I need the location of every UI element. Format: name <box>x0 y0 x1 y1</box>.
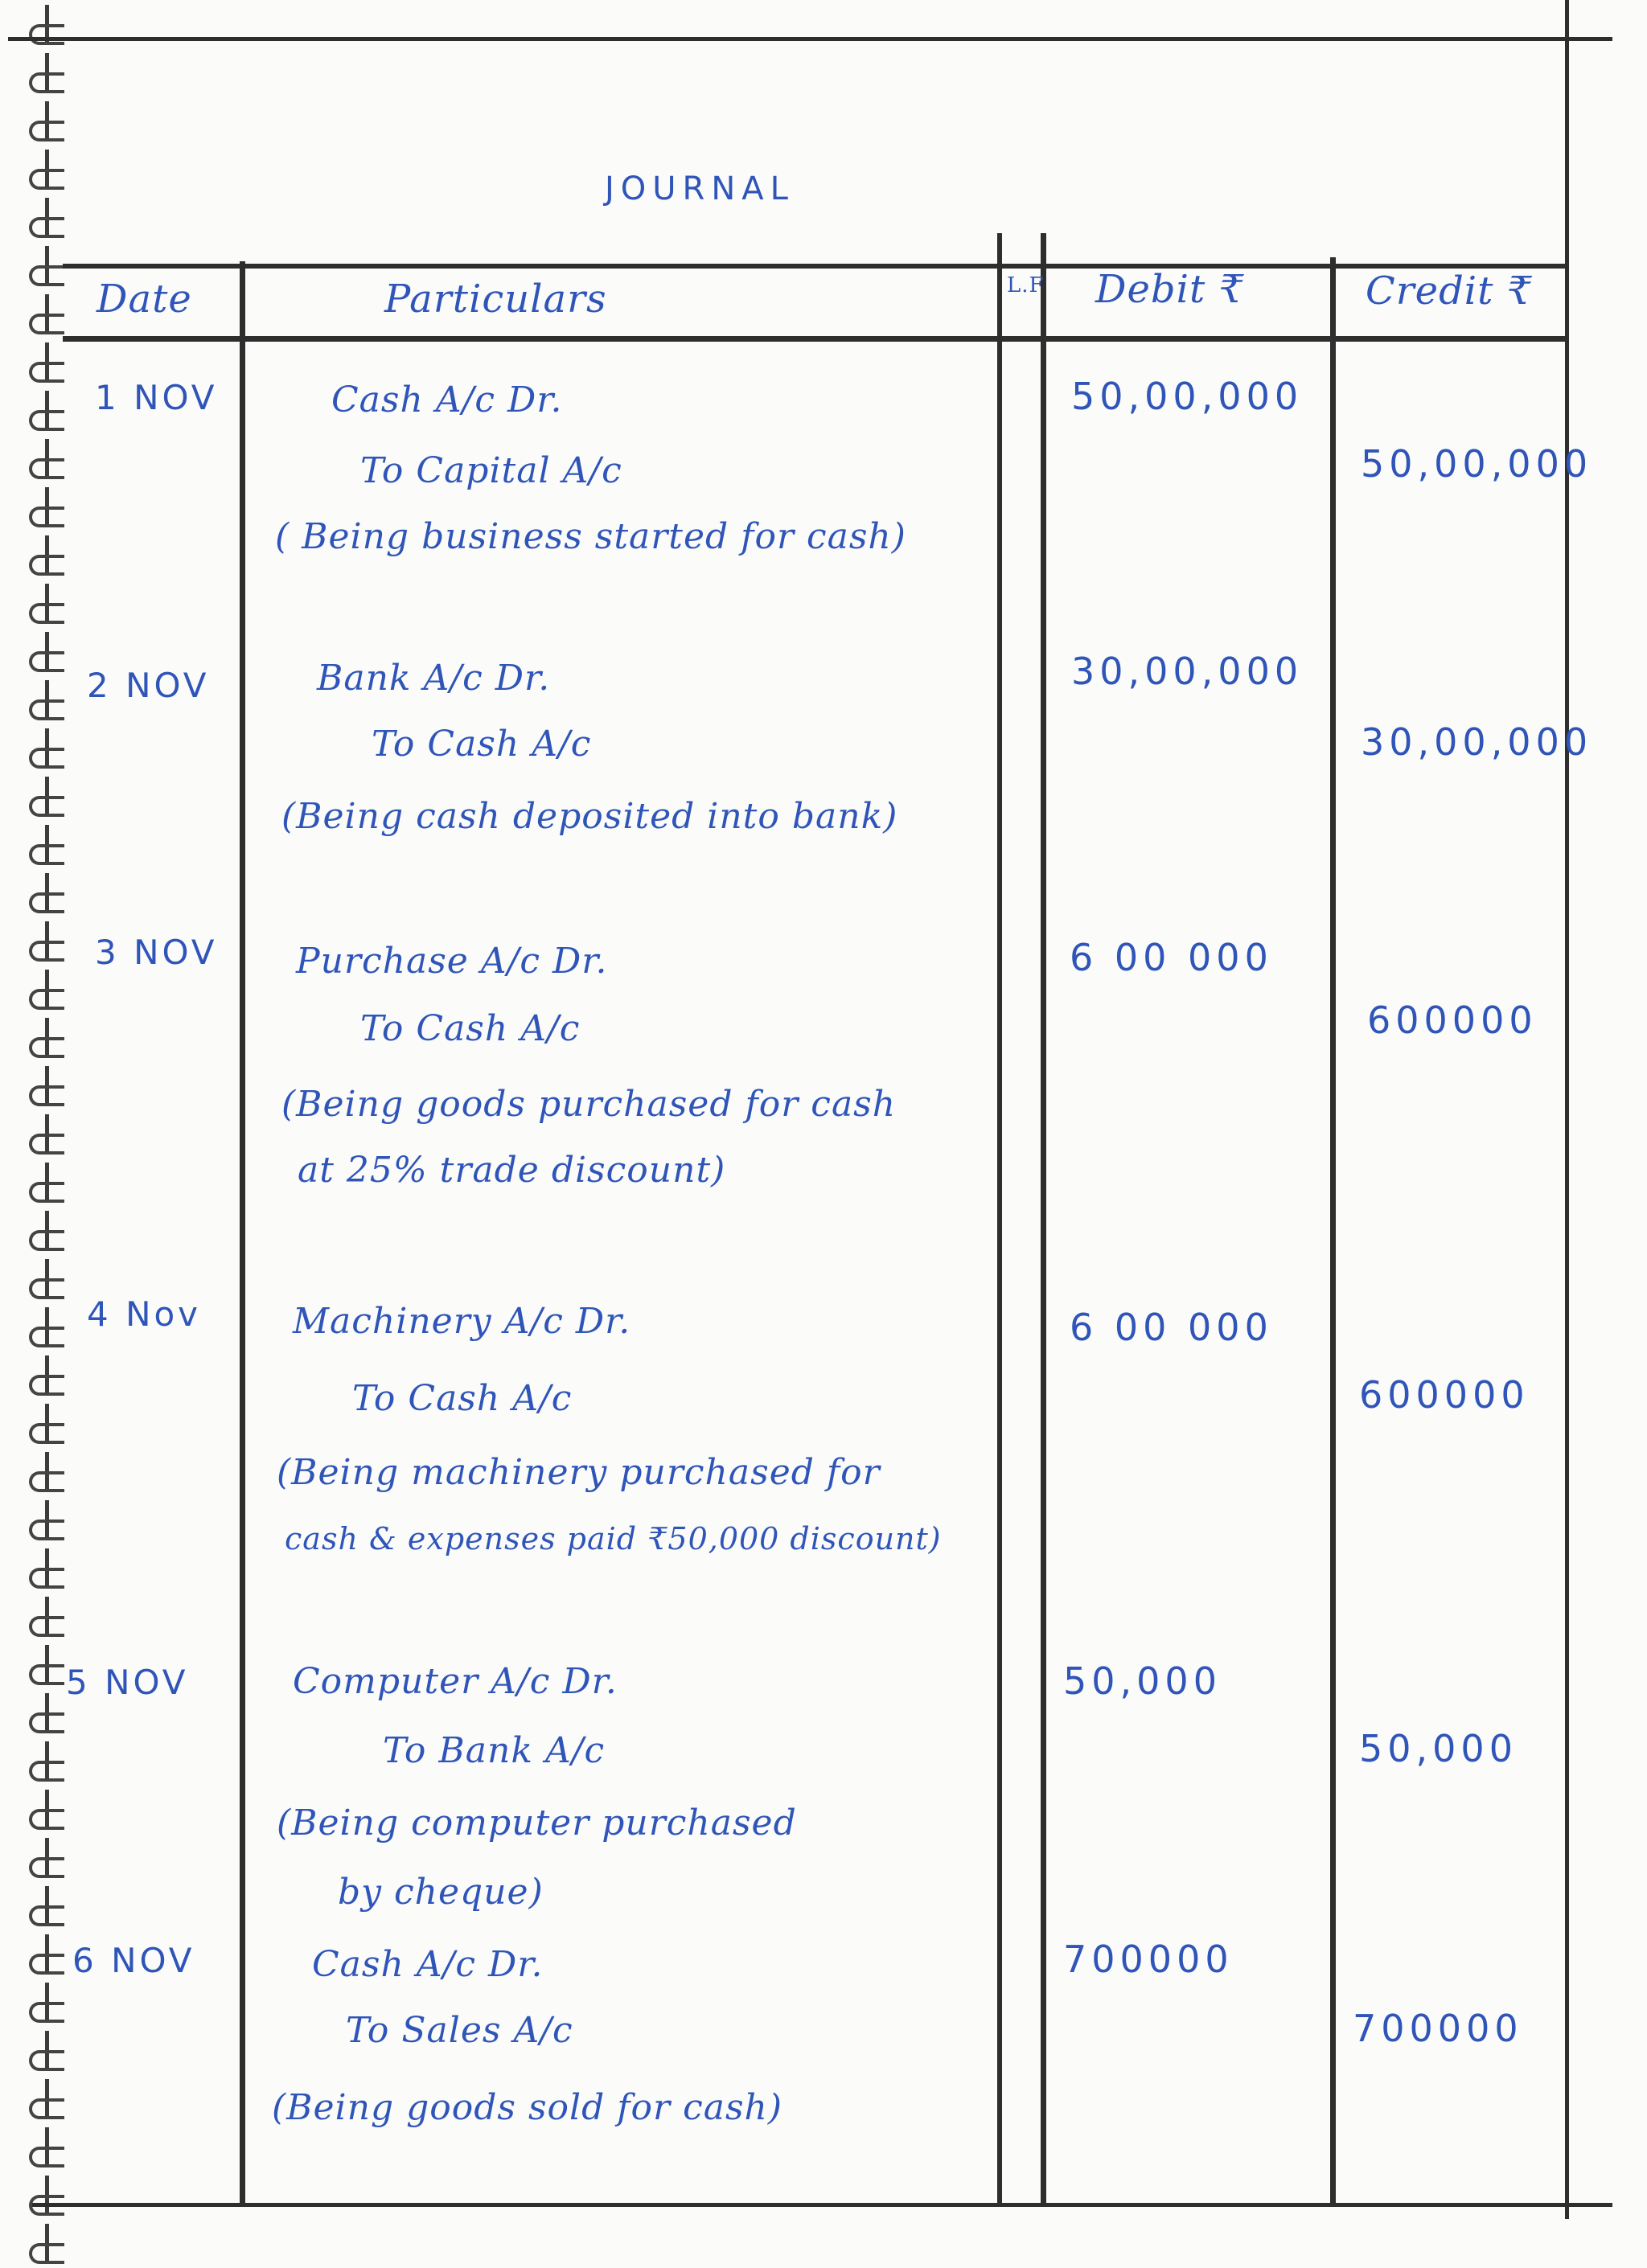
debit-amount: 30,00,000 <box>1071 650 1304 693</box>
credit-amount: 600000 <box>1367 999 1538 1042</box>
binding-ring <box>29 1423 64 1444</box>
binding-ring <box>29 1134 64 1155</box>
binding-ring <box>29 651 64 672</box>
top-border-line <box>8 37 1612 41</box>
binding-ring <box>29 844 64 865</box>
binding-ring <box>29 1085 64 1106</box>
credit-amount: 700000 <box>1353 2007 1523 2050</box>
narration-line: (Being goods sold for cash) <box>272 2087 783 2128</box>
binding-ring <box>29 121 64 141</box>
binding-ring <box>29 2098 64 2119</box>
binding-ring <box>29 217 64 238</box>
binding-ring <box>29 1761 64 1782</box>
narration-line: (Being machinery purchased for <box>277 1452 881 1493</box>
header-bottom-line <box>63 336 1567 342</box>
lf-column-right-divider <box>1041 233 1046 2204</box>
binding-ring <box>29 603 64 624</box>
binding-ring <box>29 989 64 1010</box>
entry-date: 4 Nov <box>87 1294 202 1334</box>
narration-line: cash & expenses paid ₹50,000 discount) <box>285 1521 942 1556</box>
credit-header: Credit ₹ <box>1366 269 1533 314</box>
binding-ring <box>29 1809 64 1830</box>
binding-ring <box>29 1375 64 1396</box>
binding-ring <box>29 796 64 817</box>
debit-account-line: Machinery A/c Dr. <box>293 1301 631 1342</box>
bottom-border-line <box>32 2203 1612 2207</box>
narration-line: (Being cash deposited into bank) <box>281 796 898 837</box>
date-header: Date <box>97 277 192 322</box>
debit-amount: 700000 <box>1063 1938 1234 1981</box>
credit-amount: 50,00,000 <box>1361 442 1593 486</box>
binding-ring <box>29 362 64 383</box>
debit-column-divider <box>1330 257 1336 2204</box>
debit-amount: 6 00 000 <box>1070 1306 1273 1349</box>
binding-ring <box>29 2147 64 2168</box>
credit-amount: 30,00,000 <box>1361 720 1593 764</box>
binding-ring <box>29 1857 64 1878</box>
lf-column-left-divider <box>997 233 1002 2204</box>
binding-ring <box>29 314 64 334</box>
binding-ring <box>29 892 64 913</box>
debit-account-line: Bank A/c Dr. <box>317 658 551 699</box>
binding-ring <box>29 941 64 962</box>
binding-ring <box>29 410 64 431</box>
binding-ring <box>29 1954 64 1975</box>
binding-ring <box>29 507 64 527</box>
entry-date: 3 NOV <box>95 933 218 972</box>
binding-ring <box>29 1712 64 1733</box>
entry-date: 5 NOV <box>66 1663 189 1702</box>
date-column-divider <box>240 261 245 2205</box>
credit-amount: 600000 <box>1359 1373 1530 1417</box>
particulars-header: Particulars <box>384 277 607 322</box>
credit-account-line: To Capital A/c <box>360 450 622 491</box>
credit-account-line: To Cash A/c <box>352 1378 573 1419</box>
narration-line: at 25% trade discount) <box>298 1150 726 1191</box>
binding-ring <box>29 265 64 286</box>
narration-line: (Being computer purchased <box>277 1803 797 1844</box>
credit-account-line: To Cash A/c <box>360 1008 581 1049</box>
narration-line: (Being goods purchased for cash <box>281 1084 897 1125</box>
binding-ring <box>29 1182 64 1203</box>
entry-date: 2 NOV <box>87 666 210 705</box>
debit-account-line: Computer A/c Dr. <box>293 1661 618 1702</box>
binding-ring <box>29 458 64 479</box>
binding-ring <box>29 555 64 576</box>
binding-ring <box>29 72 64 93</box>
binding-ring <box>29 1664 64 1685</box>
binding-ring <box>29 1278 64 1299</box>
debit-amount: 50,00,000 <box>1071 375 1304 418</box>
entry-date: 1 NOV <box>95 378 218 417</box>
binding-ring <box>29 748 64 769</box>
binding-ring <box>29 1616 64 1637</box>
binding-ring <box>29 2243 64 2264</box>
credit-amount: 50,000 <box>1359 1727 1518 1770</box>
binding-ring <box>29 2050 64 2071</box>
binding-ring <box>29 2002 64 2023</box>
debit-amount: 6 00 000 <box>1070 936 1273 979</box>
debit-account-line: Purchase A/c Dr. <box>296 941 608 982</box>
credit-account-line: To Cash A/c <box>372 724 592 765</box>
credit-account-line: To Bank A/c <box>383 1730 606 1771</box>
lf-header: L.F <box>1007 273 1045 297</box>
header-top-line <box>63 264 1567 269</box>
right-border-line <box>1565 0 1569 2219</box>
binding-ring <box>29 1905 64 1926</box>
binding-ring <box>29 699 64 720</box>
narration-line: by cheque) <box>338 1872 544 1913</box>
binding-ring <box>29 1327 64 1347</box>
credit-account-line: To Sales A/c <box>346 2010 573 2051</box>
binding-ring <box>29 1568 64 1589</box>
debit-account-line: Cash A/c Dr. <box>331 379 563 420</box>
narration-line: ( Being business started for cash) <box>275 516 906 557</box>
binding-ring <box>29 1520 64 1540</box>
binding-ring <box>29 1230 64 1251</box>
debit-header: Debit ₹ <box>1095 267 1245 312</box>
binding-ring <box>29 1471 64 1492</box>
debit-account-line: Cash A/c Dr. <box>312 1944 544 1985</box>
binding-ring <box>29 1037 64 1058</box>
binding-ring <box>29 169 64 190</box>
binding-ring <box>29 24 64 45</box>
journal-title: JOURNAL <box>605 170 795 207</box>
entry-date: 6 NOV <box>72 1941 195 1980</box>
debit-amount: 50,000 <box>1063 1659 1222 1703</box>
